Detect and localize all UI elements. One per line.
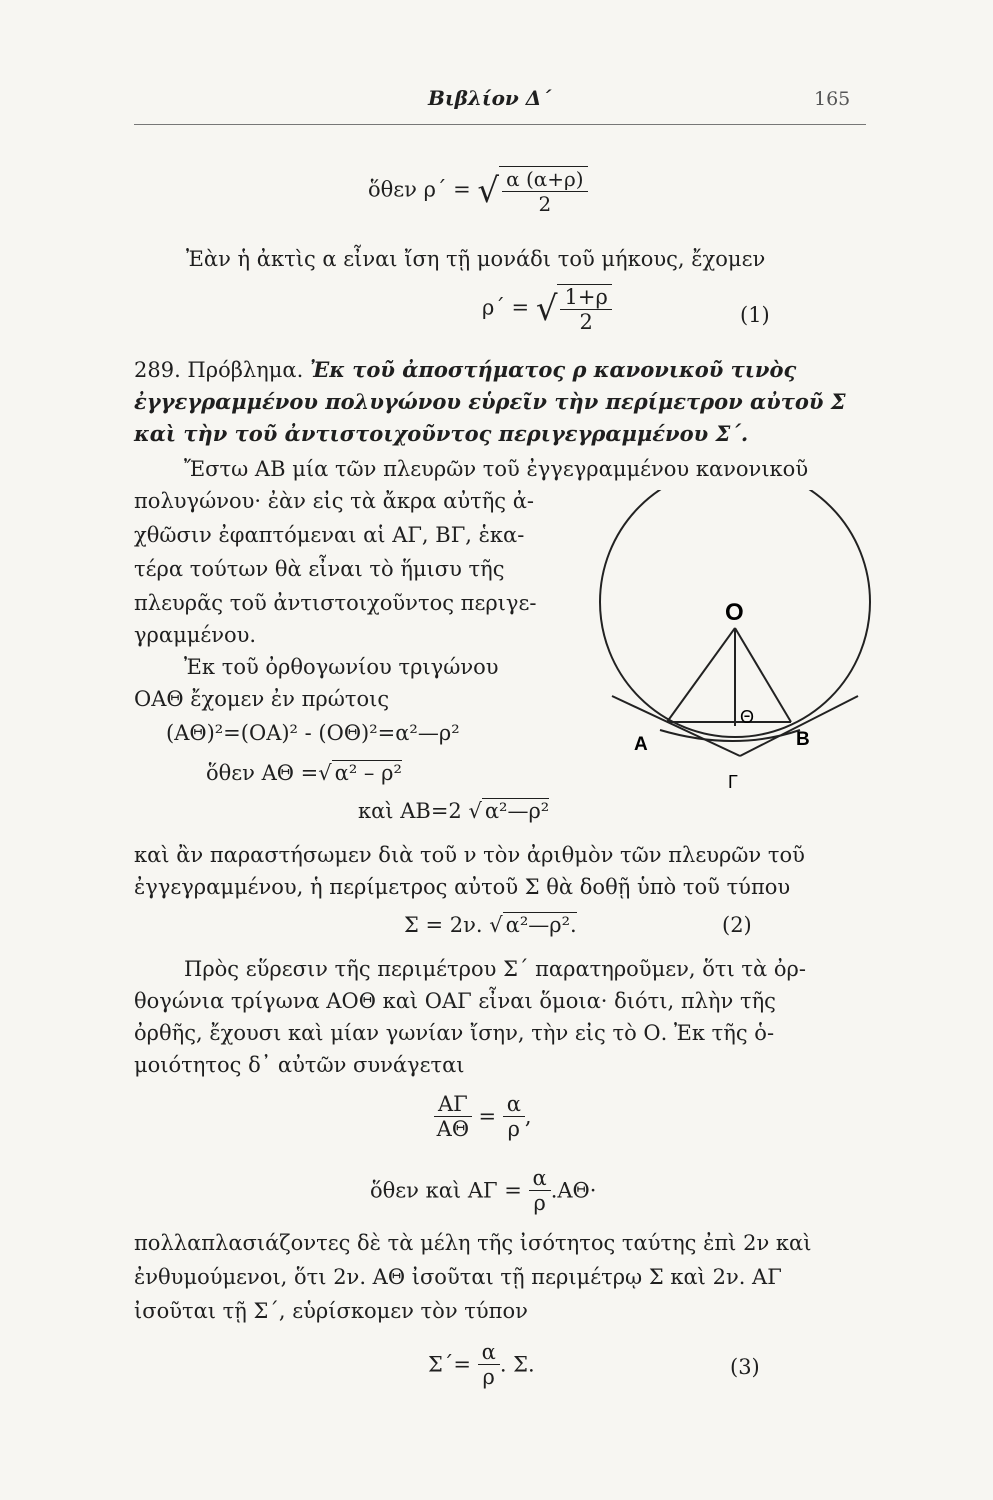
formula-4-right-numerator: α xyxy=(503,1092,525,1117)
proof-line-2: πολυγώνου· ἐὰν εἰς τὰ ἄκρα αὐτῆς ἀ- xyxy=(134,489,535,513)
para-3-line-4: μοιότητος δ᾽ αὐτῶν συνάγεται xyxy=(134,1053,465,1077)
formula-4-left-denominator: ΑΘ xyxy=(436,1117,470,1141)
formula-3: Σ = 2ν. √ α²—ρ². xyxy=(404,913,577,937)
formula-5-lead: ὅθεν καὶ ΑΓ = xyxy=(370,1178,522,1203)
para-3-line-3: ὀρθῆς, ἔχουσι καὶ μίαν γωνίαν ἴσην, τὴν εἰς τὸ Ο. Ἐκ τῆς ὁ- xyxy=(134,1021,775,1045)
para-4-line-1: πολλαπλασιάζοντες δὲ τὰ μέλη τῆς ἰσότητος ταύτης ἐπὶ 2ν καὶ xyxy=(134,1231,812,1255)
formula-2-numerator: 1+ρ xyxy=(560,285,611,310)
formula-5-tail: .ΑΘ· xyxy=(550,1178,597,1203)
formula-6 xyxy=(428,1340,535,1389)
proof-line-3: χθῶσιν ἐφαπτόμεναι αἱ ΑΓ, ΒΓ, ἑκα- xyxy=(134,523,525,547)
running-header-title: Βιβλίον Δ΄ xyxy=(428,86,552,110)
formula-1 xyxy=(368,166,588,216)
label-Theta: Θ xyxy=(740,707,755,727)
proof-equation-2: ὅθεν ΑΘ =√ α² – ρ² xyxy=(206,761,402,785)
para-3-line-2: θογώνια τρίγωνα ΑΟΘ καὶ ΟΑΓ εἶναι ὅμοια· διότι, πλὴν τῆς xyxy=(134,989,776,1013)
para-4-line-3: ἰσοῦται τῇ Σ΄, εὑρίσκομεν τὸν τύπον xyxy=(134,1299,528,1323)
proof-equation-3: καὶ ΑΒ=2 √ α²—ρ² xyxy=(358,799,550,823)
header-rule xyxy=(134,124,866,125)
geometry-figure xyxy=(590,490,880,810)
formula-1-denominator: 2 xyxy=(538,192,552,216)
formula-3-label: (2) xyxy=(722,913,752,937)
proof-equation-2-lead: ὅθεν ΑΘ = xyxy=(206,761,319,785)
problem-number: 289. Πρόβλημα. xyxy=(134,358,304,382)
formula-5-numerator: α xyxy=(529,1166,551,1191)
proof-line-1: Ἔστω ΑΒ μία τῶν πλευρῶν τοῦ ἐγγεγραμμένου κανονικοῦ xyxy=(184,457,809,481)
proof-line-7: Ἐκ τοῦ ὀρθογωνίου τριγώνου xyxy=(184,655,499,679)
para-3-line-1: Πρὸς εὕρεσιν τῆς περιμέτρου Σ΄ παρατηροῦμεν, ὅτι τὰ ὀρ- xyxy=(184,957,806,981)
proof-line-6: γραμμένου. xyxy=(134,623,257,647)
para-2-line-1: καὶ ἂν παραστήσωμεν διὰ τοῦ ν τὸν ἀριθμὸν τῶν πλευρῶν τοῦ xyxy=(134,843,805,867)
proof-equation-3-root: α²—ρ² xyxy=(482,798,549,823)
formula-1-numerator: α (α+ρ) xyxy=(502,167,588,192)
formula-3-lead: Σ = 2ν. xyxy=(404,913,483,937)
label-B: Β xyxy=(796,729,810,750)
formula-5 xyxy=(370,1166,596,1215)
problem-statement-1: Ἐκ τοῦ ἀποστήματος ρ κανονικοῦ τινὸς xyxy=(309,357,797,382)
problem-statement-3: καὶ τὴν τοῦ ἀντιστοιχοῦντος περιγεγραμμένου Σ΄. xyxy=(134,421,749,446)
formula-1-lead: ὅθεν ρ΄ = xyxy=(368,177,471,202)
tangent-AG xyxy=(612,696,740,756)
formula-6-tail: . Σ. xyxy=(499,1352,535,1377)
proof-equation-3-lead: καὶ ΑΒ=2 xyxy=(358,799,462,823)
para-4-line-2: ἐνθυμούμενοι, ὅτι 2ν. ΑΘ ἰσοῦται τῇ περιμέτρῳ Σ καὶ 2ν. ΑΓ xyxy=(134,1265,782,1289)
formula-6-numerator: α xyxy=(478,1340,500,1365)
proof-line-5: πλευρᾶς τοῦ ἀντιστοιχοῦντος περιγε- xyxy=(134,591,537,615)
formula-4-tail: , xyxy=(524,1104,532,1129)
arc-AB xyxy=(660,730,800,741)
formula-3-root: α²—ρ². xyxy=(503,912,577,937)
segment-OA xyxy=(667,628,735,722)
formula-2-label: (1) xyxy=(740,303,770,327)
para-2-line-2: ἐγγεγραμμένου, ἡ περίμετρος αὐτοῦ Σ θὰ δοθῇ ὑπὸ τοῦ τύπου xyxy=(134,875,791,899)
label-A: Α xyxy=(634,734,648,755)
formula-6-lead: Σ΄= xyxy=(428,1352,471,1377)
proof-equation-1: (ΑΘ)²=(ΟΑ)² - (ΟΘ)²=α²—ρ² xyxy=(166,721,460,745)
problem-statement-2: ἐγγεγραμμένου πολυγώνου εὑρεῖν τὴν περίμετρον αὐτοῦ Σ xyxy=(134,389,846,414)
formula-2 xyxy=(482,284,612,334)
proof-line-8: ΟΑΘ ἔχομεν ἐν πρώτοις xyxy=(134,687,390,711)
formula-4-left-numerator: ΑΓ xyxy=(434,1092,472,1117)
formula-2-radical: √ xyxy=(535,289,558,329)
formula-6-label: (3) xyxy=(730,1355,760,1379)
formula-4-right-denominator: ρ xyxy=(507,1117,520,1141)
formula-6-denominator: ρ xyxy=(482,1365,495,1389)
formula-5-denominator: ρ xyxy=(533,1191,546,1215)
text-line-1: Ἐὰν ἡ ἀκτὶς α εἶναι ἴση τῇ μονάδι τοῦ μήκους, ἔχομεν xyxy=(186,247,766,271)
problem-heading xyxy=(134,355,796,385)
formula-2-lead: ρ΄ = xyxy=(482,295,530,320)
label-Gamma: Γ xyxy=(728,772,738,792)
formula-2-denominator: 2 xyxy=(579,310,593,334)
formula-4: $\frac{A\Gamma}{A\Theta}$ = $\frac{\alpha}{\rho}$ , xyxy=(434,1092,532,1141)
page-number: 165 xyxy=(814,88,851,110)
formula-1-radical: √ xyxy=(477,171,500,211)
proof-line-4: τέρα τούτων θὰ εἶναι τὸ ἥμισυ τῆς xyxy=(134,557,505,581)
label-O: Ο xyxy=(725,599,744,626)
proof-equation-2-root: α² – ρ² xyxy=(332,760,402,785)
